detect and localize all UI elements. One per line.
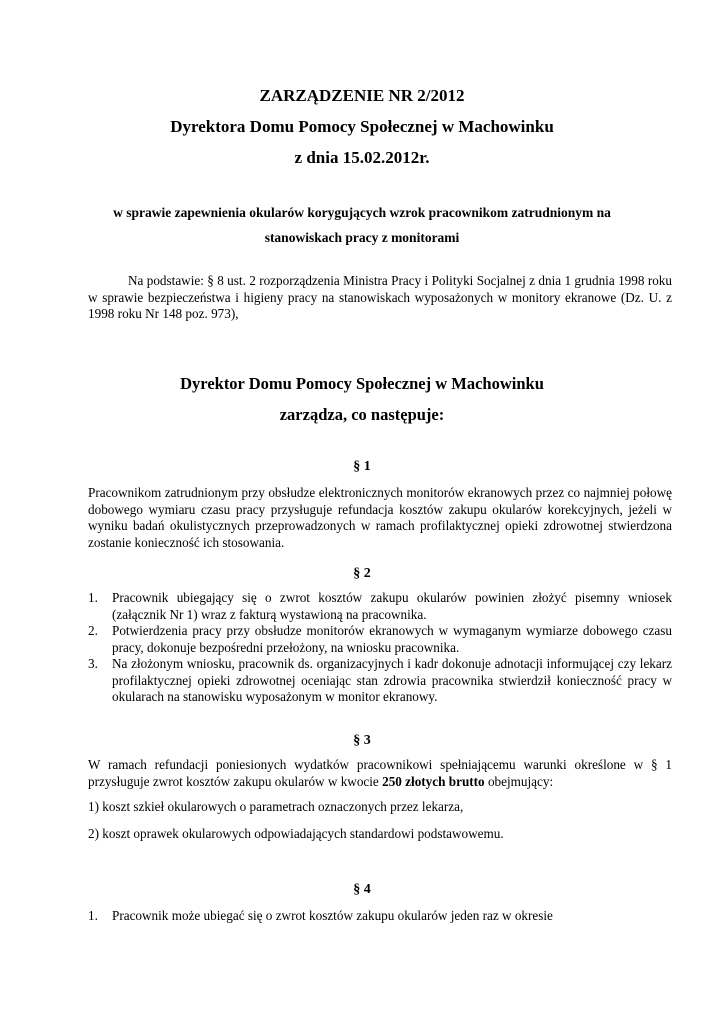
- document-issuer: Dyrektora Domu Pomocy Społecznej w Machowinku: [170, 117, 554, 136]
- legal-basis-paragraph: Na podstawie: § 8 ust. 2 rozporządzenia Ministra Pracy i Polityki Socjalnej z dnia 1 grudnia 1998 roku w sprawie bezpieczeństwa i higieny pracy na stanowiskach wyposażonych w monitory ekranowe (Dz. U. z 1998 roku Nr 148 poz. 973),: [88, 273, 672, 321]
- section-1-heading: § 1: [353, 459, 371, 474]
- document-title: ZARZĄDZENIE NR 2/2012: [259, 86, 465, 105]
- item-text: Na złożonym wniosku, pracownik ds. organizacyjnych i kadr dokonuje adnotacji informującej czy lekarz profilaktycznej opieki zdrowotnej oceniając stan zdrowia pracownika stwierdził konieczność pracy w okularach na stanowisku wyposażonym w monitor ekranowy.: [112, 656, 672, 704]
- section-3-point-1: 1) koszt szkieł okularowych o parametrach oznaczonych przez lekarza,: [88, 799, 464, 814]
- section-1-text: Pracownikom zatrudnionym przy obsłudze elektronicznych monitorów ekranowych przez co najmniej połowę dobowego wymiaru czasu pracy przysługuje refundacja kosztów zakupu okularów korekcyjnych, jeżeli w wyniku badań okulistycznych przeprowadzonych w ramach profilaktycznej opieki zdrowotnej stwierdzona zostanie konieczność ich stosowania.: [88, 485, 672, 550]
- section-3-intro-start: W ramach refundacji poniesionych wydatków pracownikowi spełniającemu warunki określone w § 1 przysługuje zwrot kosztów zakupu okularów w kwocie: [88, 757, 672, 789]
- section-2-item-2: [88, 623, 672, 656]
- section-2-item-3: [88, 656, 672, 706]
- decree-heading: Dyrektor Domu Pomocy Społecznej w Machowinku: [180, 374, 544, 393]
- document-date: z dnia 15.02.2012r.: [294, 148, 430, 167]
- section-3-heading: § 3: [353, 733, 371, 748]
- item-number: 3.: [88, 656, 98, 671]
- section-2-item-1: [88, 590, 672, 623]
- section-3-intro: [88, 757, 672, 790]
- decree-subheading: zarządza, co następuje:: [279, 405, 445, 424]
- refund-amount: 250 złotych brutto: [382, 773, 485, 789]
- section-4-heading: § 4: [353, 882, 371, 897]
- item-text: Potwierdzenia pracy przy obsłudze monitorów ekranowych w wymaganym wymiarze dobowego czasu pracy, dokonuje bezpośredni przełożony, na wniosku pracownika.: [112, 623, 672, 655]
- item-text: Pracownik ubiegający się o zwrot kosztów zakupu okularów powinien złożyć pisemny wniosek (załącznik Nr 1) wraz z fakturą wystawioną na pracownika.: [112, 590, 672, 622]
- section-3-point-2: 2) koszt oprawek okularowych odpowiadających standardowi podstawowemu.: [88, 826, 504, 841]
- section-2-heading: § 2: [353, 566, 371, 581]
- item-number: 2.: [88, 623, 98, 638]
- subject-line-1: w sprawie zapewnienia okularów korygujących wzrok pracownikom zatrudnionym na: [113, 205, 611, 220]
- section-3-intro-end: obejmujący:: [484, 773, 554, 789]
- item-text: Pracownik może ubiegać się o zwrot kosztów zakupu okularów jeden raz w okresie: [112, 908, 553, 923]
- subject-line-2: stanowiskach pracy z monitorami: [264, 230, 460, 245]
- section-4-item-1: [88, 908, 672, 925]
- item-number: 1.: [88, 590, 98, 605]
- item-number: 1.: [88, 908, 98, 923]
